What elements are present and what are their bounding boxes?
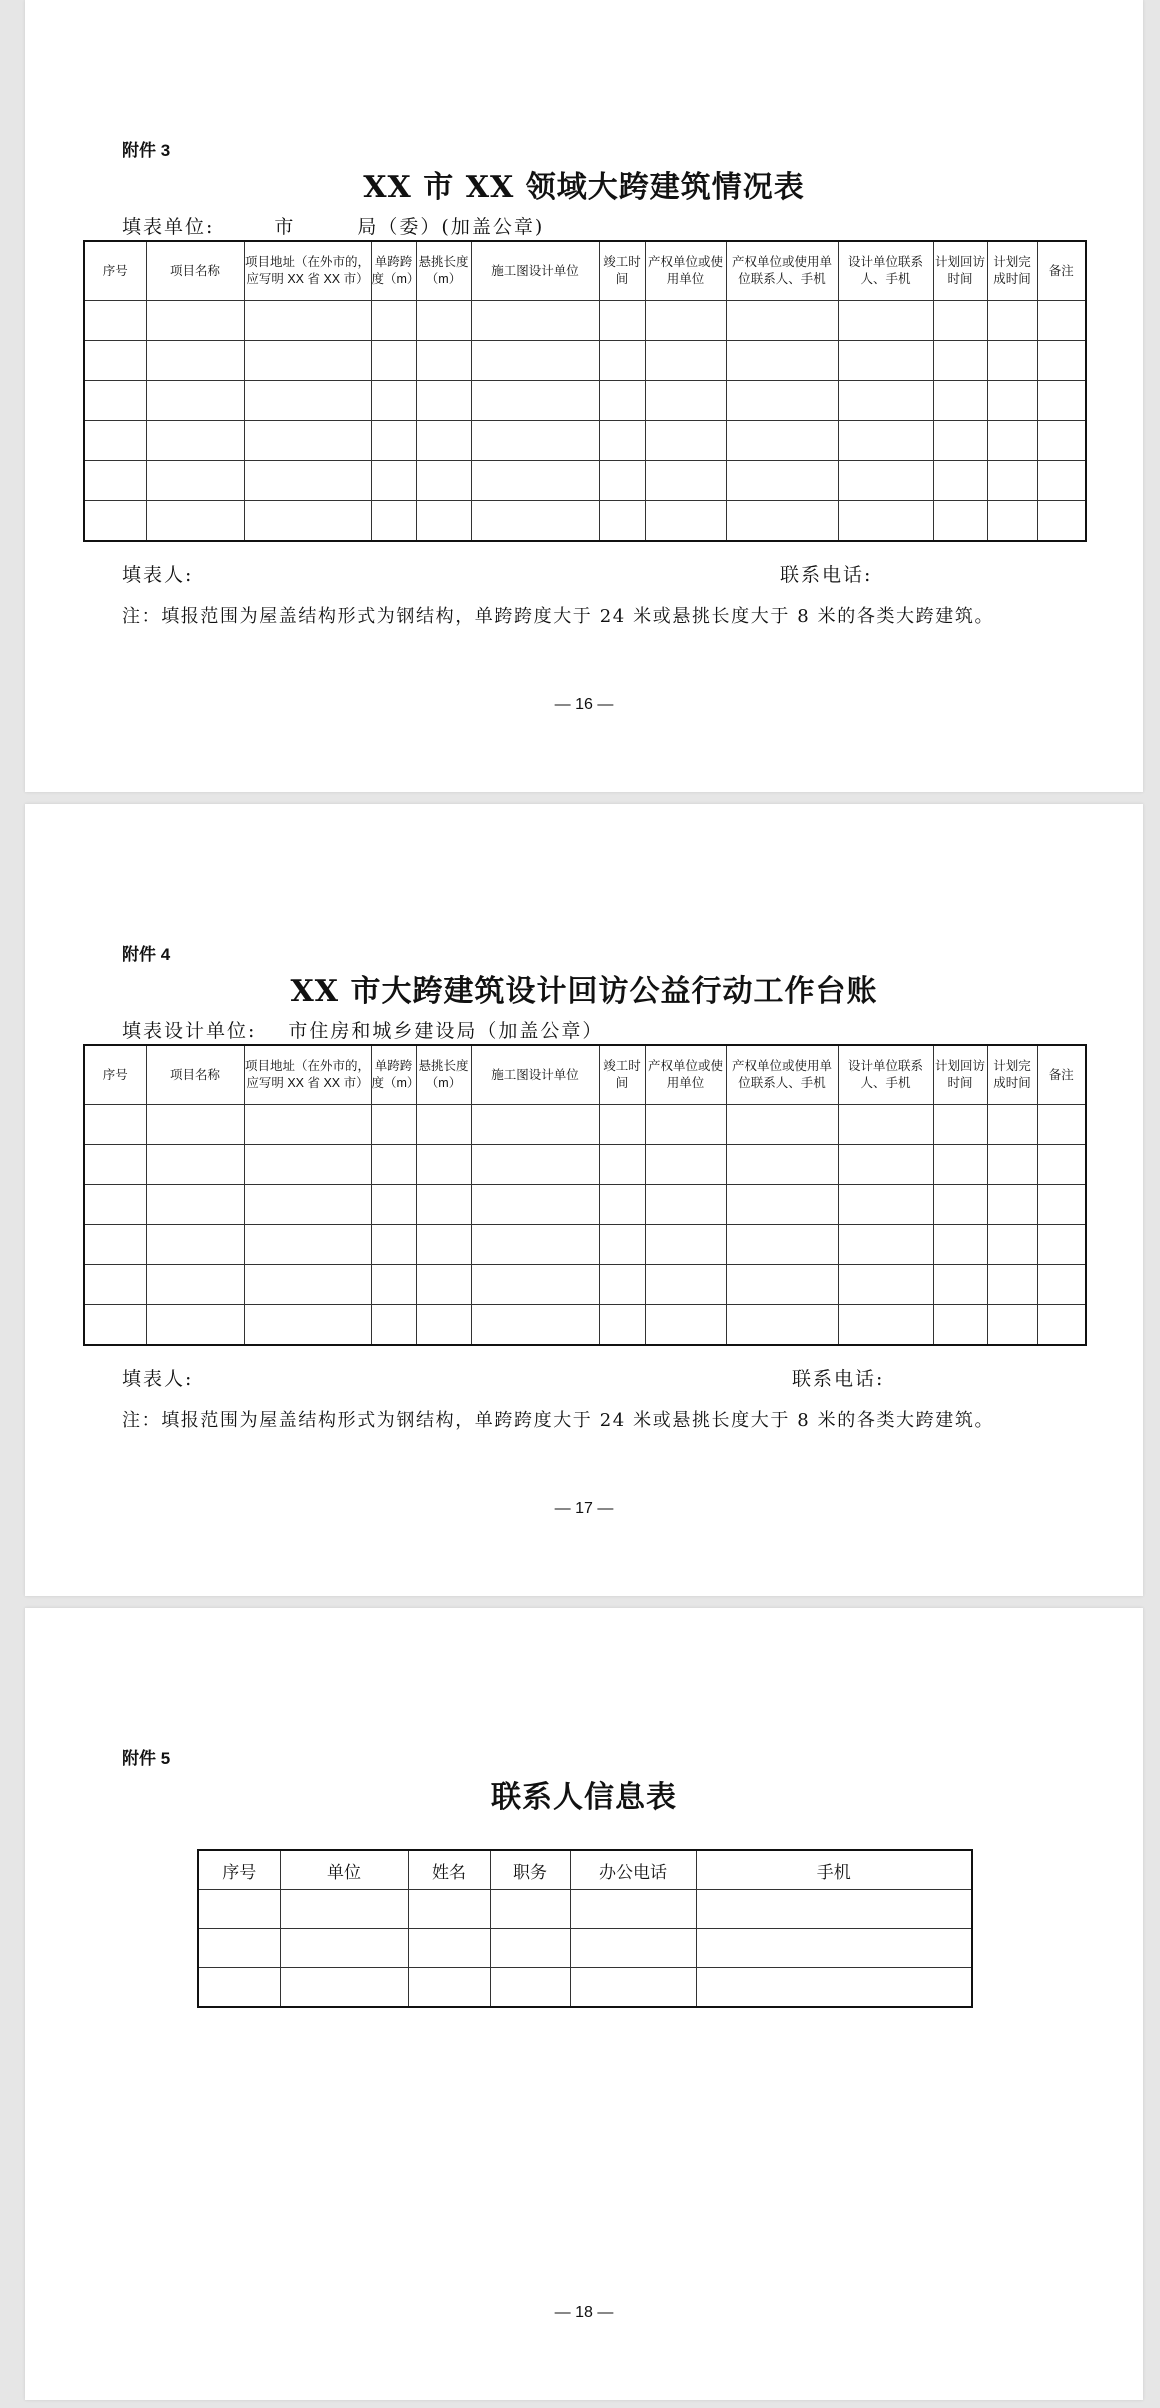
empty-cell [84,1265,146,1305]
empty-cell [987,1105,1037,1145]
empty-cell [416,381,471,421]
empty-cell [244,1145,371,1185]
empty-cell [244,1225,371,1265]
footnote: 注：填报范围为屋盖结构形式为钢结构，单跨跨度大于 24 米或悬挑长度大于 8 米的各类大跨建筑。 [122,606,995,627]
empty-cell [987,501,1037,542]
header-cell: 序号 [198,1850,280,1890]
empty-cell [244,501,371,542]
empty-cell [933,1145,987,1185]
empty-cell [371,1225,416,1265]
empty-cell [696,1890,972,1929]
empty-cell [416,301,471,341]
empty-cell [471,461,599,501]
table-row [198,1890,972,1929]
empty-cell [1037,301,1086,341]
empty-cell [471,421,599,461]
empty-cell [244,301,371,341]
empty-cell [408,1890,490,1929]
table-header-row [84,1045,1086,1105]
table-row [84,501,1086,542]
empty-cell [933,1225,987,1265]
empty-cell [84,461,146,501]
header-cell: 产权单位或使用单位联系人、手机 [726,241,838,301]
empty-cell [1037,1145,1086,1185]
empty-cell [84,1145,146,1185]
header-cell: 产权单位或使用单位 [645,1045,726,1105]
empty-cell [146,501,244,542]
empty-cell [726,1305,838,1346]
empty-cell [471,1265,599,1305]
empty-cell [726,461,838,501]
header-cell: 计划回访时间 [933,1045,987,1105]
table-row [84,1145,1086,1185]
empty-cell [198,1929,280,1968]
empty-cell [84,1305,146,1346]
page-number: — 16 — [554,696,614,713]
empty-cell [570,1890,696,1929]
empty-cell [599,421,645,461]
empty-cell [371,1145,416,1185]
empty-cell [933,301,987,341]
empty-cell [987,461,1037,501]
empty-cell [471,341,599,381]
empty-cell [371,501,416,542]
empty-cell [599,1145,645,1185]
empty-cell [838,381,933,421]
table-row [84,341,1086,381]
empty-cell [244,1305,371,1346]
empty-cell [1037,1105,1086,1145]
footnote: 注：填报范围为屋盖结构形式为钢结构，单跨跨度大于 24 米或悬挑长度大于 8 米的各类大跨建筑。 [122,1410,995,1431]
empty-cell [416,1305,471,1346]
empty-cell [84,1185,146,1225]
empty-cell [838,1145,933,1185]
header-cell: 设计单位联系人、手机 [838,241,933,301]
empty-cell [416,1145,471,1185]
empty-cell [838,301,933,341]
empty-cell [84,501,146,542]
header-cell: 项目地址（在外市的，应写明 XX 省 XX 市） [244,1045,371,1105]
phone-label: 联系电话: [780,564,873,586]
empty-cell [645,461,726,501]
fill-unit-line [122,1016,603,1043]
fill-unit-bureau: 市住房和城乡建设局（加盖公章） [288,1020,604,1042]
empty-cell [471,501,599,542]
page-number: — 17 — [554,1500,614,1517]
empty-cell [146,341,244,381]
empty-cell [726,1145,838,1185]
empty-cell [371,1305,416,1346]
empty-cell [371,301,416,341]
table-row [84,1185,1086,1225]
empty-cell [645,381,726,421]
header-cell: 计划完成时间 [987,1045,1037,1105]
empty-cell [244,1105,371,1145]
empty-cell [987,1265,1037,1305]
empty-cell [146,1265,244,1305]
empty-cell [838,1185,933,1225]
empty-cell [726,1265,838,1305]
empty-cell [987,1225,1037,1265]
empty-cell [244,1185,371,1225]
table-row [84,461,1086,501]
empty-cell [1037,421,1086,461]
empty-cell [599,1305,645,1346]
empty-cell [416,341,471,381]
empty-cell [471,1105,599,1145]
empty-cell [696,1929,972,1968]
empty-cell [838,1265,933,1305]
fill-unit-line [122,212,544,239]
empty-cell [146,1185,244,1225]
empty-cell [244,421,371,461]
header-cell: 产权单位或使用单位联系人、手机 [726,1045,838,1105]
empty-cell [471,1305,599,1346]
large-span-building-table [83,240,1087,542]
empty-cell [244,381,371,421]
empty-cell [371,1185,416,1225]
empty-cell [570,1929,696,1968]
header-cell: 单跨跨度（m） [371,241,416,301]
visit-ledger-table [83,1044,1087,1346]
empty-cell [645,1305,726,1346]
header-cell: 计划完成时间 [987,241,1037,301]
empty-cell [84,1225,146,1265]
empty-cell [146,381,244,421]
empty-cell [146,301,244,341]
header-cell: 悬挑长度（m） [416,1045,471,1105]
header-cell: 手机 [696,1850,972,1890]
header-cell: 项目名称 [146,241,244,301]
empty-cell [146,461,244,501]
empty-cell [933,1105,987,1145]
table-row [84,301,1086,341]
document-page-17 [25,804,1143,1596]
empty-cell [471,381,599,421]
attachment-label: 附件 3 [122,141,171,160]
empty-cell [84,301,146,341]
empty-cell [933,381,987,421]
fill-unit-label: 填表设计单位: [122,1020,257,1042]
empty-cell [280,1929,408,1968]
header-cell: 序号 [84,241,146,301]
empty-cell [416,1185,471,1225]
empty-cell [645,1185,726,1225]
header-cell: 职务 [490,1850,570,1890]
empty-cell [416,461,471,501]
empty-cell [726,501,838,542]
fill-unit-city: 市 [274,216,296,238]
empty-cell [570,1968,696,2008]
header-cell: 项目名称 [146,1045,244,1105]
page-title: XX 市大跨建筑设计回访公益行动工作台账 [290,974,878,1009]
empty-cell [371,1265,416,1305]
table-row [84,1305,1086,1346]
empty-cell [599,1225,645,1265]
empty-cell [84,381,146,421]
empty-cell [280,1968,408,2008]
empty-cell [416,1105,471,1145]
empty-cell [471,1225,599,1265]
empty-cell [726,381,838,421]
empty-cell [371,1105,416,1145]
empty-cell [408,1968,490,2008]
empty-cell [645,301,726,341]
empty-cell [838,1225,933,1265]
empty-cell [933,421,987,461]
empty-cell [696,1968,972,2008]
empty-cell [599,341,645,381]
empty-cell [987,301,1037,341]
header-cell: 备注 [1037,1045,1086,1105]
empty-cell [599,1105,645,1145]
table-header-row [84,241,1086,301]
empty-cell [987,1185,1037,1225]
header-cell: 竣工时间 [599,1045,645,1105]
empty-cell [1037,381,1086,421]
empty-cell [933,501,987,542]
empty-cell [645,421,726,461]
empty-cell [933,1305,987,1346]
empty-cell [599,1185,645,1225]
empty-cell [838,501,933,542]
page-title: XX 市 XX 领域大跨建筑情况表 [363,170,805,205]
empty-cell [726,1185,838,1225]
empty-cell [84,341,146,381]
header-cell: 办公电话 [570,1850,696,1890]
fill-unit-bureau: 局（委）(加盖公章) [357,216,545,238]
table-row [198,1929,972,1968]
empty-cell [726,1225,838,1265]
empty-cell [838,1105,933,1145]
header-cell: 单跨跨度（m） [371,1045,416,1105]
header-cell: 项目地址（在外市的，应写明 XX 省 XX 市） [244,241,371,301]
empty-cell [987,421,1037,461]
header-cell: 施工图设计单位 [471,1045,599,1105]
empty-cell [471,301,599,341]
empty-cell [987,1145,1037,1185]
attachment-label: 附件 5 [122,1749,171,1768]
empty-cell [244,1265,371,1305]
empty-cell [933,461,987,501]
empty-cell [599,1265,645,1305]
empty-cell [599,461,645,501]
empty-cell [416,1265,471,1305]
empty-cell [280,1890,408,1929]
header-cell: 备注 [1037,241,1086,301]
empty-cell [726,301,838,341]
page-title: 联系人信息表 [491,1780,677,1815]
empty-cell [987,381,1037,421]
empty-cell [371,461,416,501]
empty-cell [471,1185,599,1225]
empty-cell [146,1225,244,1265]
header-cell: 产权单位或使用单位 [645,241,726,301]
empty-cell [416,501,471,542]
attachment-label: 附件 4 [122,945,171,964]
empty-cell [146,1105,244,1145]
table-row [84,1265,1086,1305]
empty-cell [146,421,244,461]
page-number: — 18 — [554,2304,614,2321]
header-cell: 单位 [280,1850,408,1890]
table-row [84,1105,1086,1145]
empty-cell [599,301,645,341]
header-cell: 悬挑长度（m） [416,241,471,301]
table-row [84,381,1086,421]
empty-cell [838,421,933,461]
empty-cell [933,341,987,381]
filler-label: 填表人: [122,1368,194,1390]
empty-cell [838,1305,933,1346]
empty-cell [1037,1265,1086,1305]
empty-cell [838,461,933,501]
empty-cell [838,341,933,381]
empty-cell [471,1145,599,1185]
table-row [84,1225,1086,1265]
empty-cell [726,341,838,381]
empty-cell [146,1145,244,1185]
empty-cell [987,1305,1037,1346]
empty-cell [84,1105,146,1145]
empty-cell [1037,501,1086,542]
empty-cell [599,501,645,542]
empty-cell [645,1105,726,1145]
document-page-16 [25,0,1143,792]
header-cell: 施工图设计单位 [471,241,599,301]
empty-cell [198,1968,280,2008]
empty-cell [726,1105,838,1145]
empty-cell [933,1185,987,1225]
empty-cell [244,341,371,381]
empty-cell [146,1305,244,1346]
filler-label: 填表人: [122,564,194,586]
empty-cell [645,501,726,542]
phone-label: 联系电话: [792,1368,885,1390]
empty-cell [726,421,838,461]
empty-cell [371,421,416,461]
empty-cell [490,1890,570,1929]
header-cell: 设计单位联系人、手机 [838,1045,933,1105]
empty-cell [416,1225,471,1265]
header-cell: 竣工时间 [599,241,645,301]
table-row [198,1968,972,2008]
empty-cell [84,421,146,461]
empty-cell [408,1929,490,1968]
empty-cell [933,1265,987,1305]
empty-cell [1037,341,1086,381]
table-row [84,421,1086,461]
empty-cell [416,421,471,461]
table-header-row [198,1850,972,1890]
empty-cell [599,381,645,421]
empty-cell [371,341,416,381]
empty-cell [1037,1185,1086,1225]
empty-cell [490,1968,570,2008]
empty-cell [371,381,416,421]
empty-cell [490,1929,570,1968]
empty-cell [244,461,371,501]
header-cell: 姓名 [408,1850,490,1890]
fill-unit-label: 填表单位: [122,216,215,238]
empty-cell [645,1265,726,1305]
empty-cell [645,1145,726,1185]
header-cell: 计划回访时间 [933,241,987,301]
empty-cell [1037,461,1086,501]
empty-cell [987,341,1037,381]
empty-cell [1037,1305,1086,1346]
header-cell: 序号 [84,1045,146,1105]
empty-cell [645,1225,726,1265]
contact-info-table [197,1849,973,2008]
document-page-18 [25,1608,1143,2400]
empty-cell [1037,1225,1086,1265]
empty-cell [198,1890,280,1929]
empty-cell [645,341,726,381]
